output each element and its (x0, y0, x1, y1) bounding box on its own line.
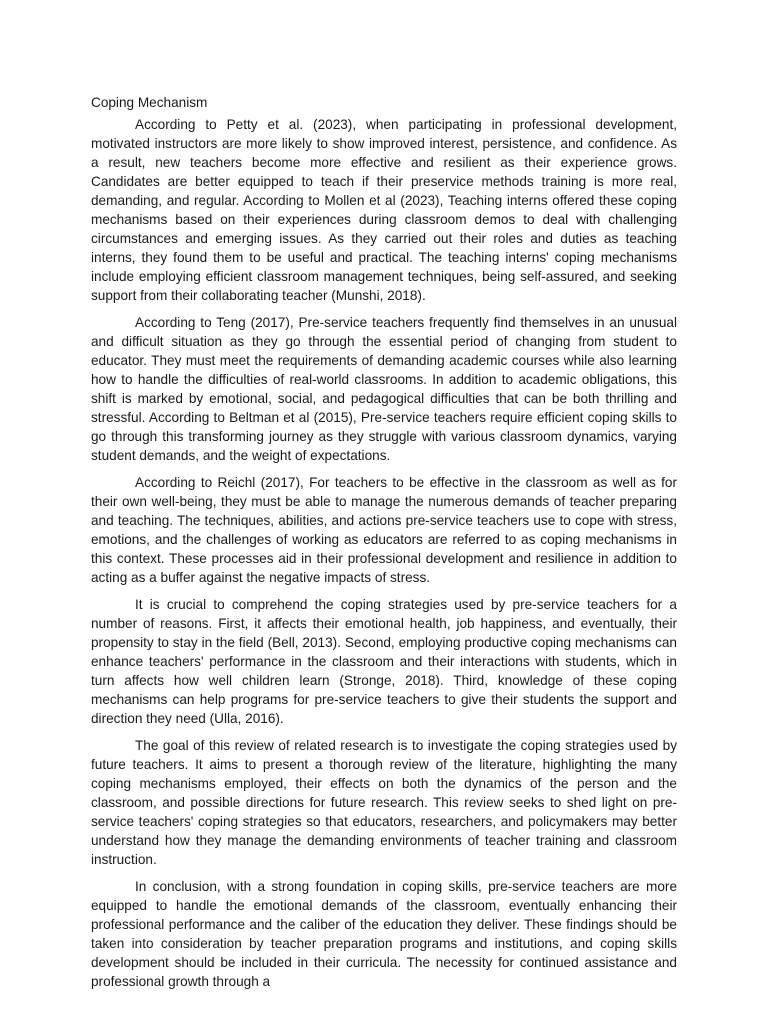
paragraph-conclusion: In conclusion, with a strong foundation in coping skills, pre-service teachers are more equipped to handle the emotional demands of the classroom, eventually enhancing their professional performance and the caliber of the education they deliver. These findings should be taken into consideration by teacher preparation programs and institutions, and coping skills development should be included in their curricula. The necessity for continued assistance and professional growth through a (91, 879, 677, 989)
document-body (91, 93, 677, 999)
paragraph-review-goal: The goal of this review of related research is to investigate the coping strategies used by future teachers. It aims to present a thorough review of the literature, highlighting the many coping mechanisms employed, their effects on both the dynamics of the person and the classroom, and possible directions for future research. This review seeks to shed light on pre-service teachers' coping strategies so that educators, researchers, and policymakers may better understand how they manage the demanding environments of teacher training and classroom instruction. (91, 738, 677, 867)
paragraph-reichl: According to Reichl (2017), For teachers to be effective in the classroom as well as for their own well-being, they must be able to manage the numerous demands of teacher preparing and teaching. The techniques, abilities, and actions pre-service teachers use to cope with stress, emotions, and the challenges of working as educators are referred to as coping mechanisms in this context. These processes aid in their professional development and resilience in addition to acting as a buffer against the negative impacts of stress. (91, 475, 677, 585)
section-heading: Coping Mechanism (91, 95, 208, 110)
paragraph-importance: It is crucial to comprehend the coping strategies used by pre-service teachers for a number of reasons. First, it affects their emotional health, job happiness, and eventually, their propensity to stay in the field (Bell, 2013). Second, employing productive coping mechanisms can enhance teachers' performance in the classroom and their interactions with students, which in turn affects how well children learn (Stronge, 2018). Third, knowledge of these coping mechanisms can help programs for pre-service teachers to give their students the support and direction they need (Ulla, 2016). (91, 597, 677, 726)
paragraph-teng: According to Teng (2017), Pre-service teachers frequently find themselves in an unusual and difficult situation as they go through the essential period of changing from student to educator. They must meet the requirements of demanding academic courses while also learning how to handle the difficulties of real-world classrooms. In addition to academic obligations, this shift is marked by emotional, social, and pedagogical difficulties that can be both thrilling and stressful. According to Beltman et al (2015), Pre-service teachers require efficient coping skills to go through this transforming journey as they struggle with various classroom dynamics, varying student demands, and the weight of expectations. (91, 315, 677, 463)
paragraph-petty: According to Petty et al. (2023), when participating in professional development, motivated instructors are more likely to show improved interest, persistence, and confidence. As a result, new teachers become more effective and resilient as their experience grows. Candidates are better equipped to teach if their preservice methods training is more real, demanding, and regular. According to Mollen et al (2023), Teaching interns offered these coping mechanisms based on their experiences during classroom demos to deal with challenging circumstances and emerging issues. As they carried out their roles and duties as teaching interns, they found them to be useful and practical. The teaching interns' coping mechanisms include employing efficient classroom management techniques, being self-assured, and seeking support from their collaborating teacher (Munshi, 2018). (91, 117, 677, 303)
